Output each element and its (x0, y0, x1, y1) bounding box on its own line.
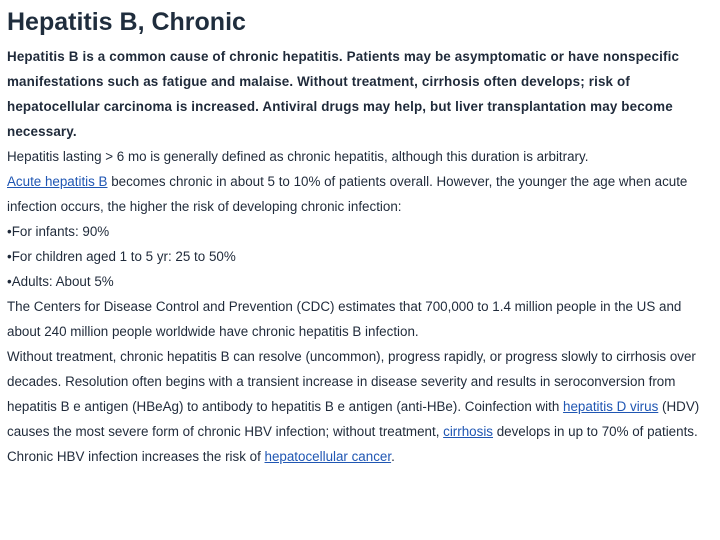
page-title: Hepatitis B, Chronic (7, 8, 246, 36)
acute-hepatitis-b-link[interactable]: Acute hepatitis B (7, 174, 108, 189)
hepatitis-d-virus-link[interactable]: hepatitis D virus (563, 399, 659, 414)
chronic-rate-paragraph (7, 169, 712, 219)
risk-item-children: •For children aged 1 to 5 yr: 25 to 50% (7, 249, 236, 264)
hepatocellular-cancer-link[interactable]: hepatocellular cancer (264, 449, 392, 464)
risk-item-adults: •Adults: About 5% (7, 274, 114, 289)
course-text-1: Without treatment, chronic hepatitis B can resolve (uncommon), progress rapidly, or progress slowly to cirrhosis over decades. Resolution often begins with a transient increase in disease severity and results in seroconversion from hepatitis B e antigen (HBeAg) to antibody to hepatitis B e antigen (anti-HBe). Coinfection with (7, 349, 696, 414)
course-text-3: develops in up to 70% of patients. Chronic HBV infection increases the risk of (7, 424, 698, 464)
course-text-4: . (391, 449, 395, 464)
definition-paragraph: Hepatitis lasting > 6 mo is generally defined as chronic hepatitis, although this duration is arbitrary. (7, 149, 589, 164)
risk-item-infants: •For infants: 90% (7, 224, 110, 239)
cirrhosis-link[interactable]: cirrhosis (443, 424, 493, 439)
summary-paragraph: Hepatitis B is a common cause of chronic hepatitis. Patients may be asymptomatic or have nonspecific manifestations such as fatigue and malaise. Without treatment, cirrhosis often develops; risk of hepatocellular carcinoma is increased. Antiviral drugs may help, but liver transplantation may become necessary. (7, 49, 680, 139)
prevalence-paragraph: The Centers for Disease Control and Prevention (CDC) estimates that 700,000 to 1.4 million people in the US and about 240 million people worldwide have chronic hepatitis B infection. (7, 299, 682, 339)
course-paragraph (7, 344, 712, 469)
course-text-2: (HDV) causes the most severe form of chronic HBV infection; without treatment, (7, 399, 700, 439)
chronic-rate-text: becomes chronic in about 5 to 10% of patients overall. However, the younger the age when acute infection occurs, the higher the risk of developing chronic infection: (7, 174, 688, 214)
